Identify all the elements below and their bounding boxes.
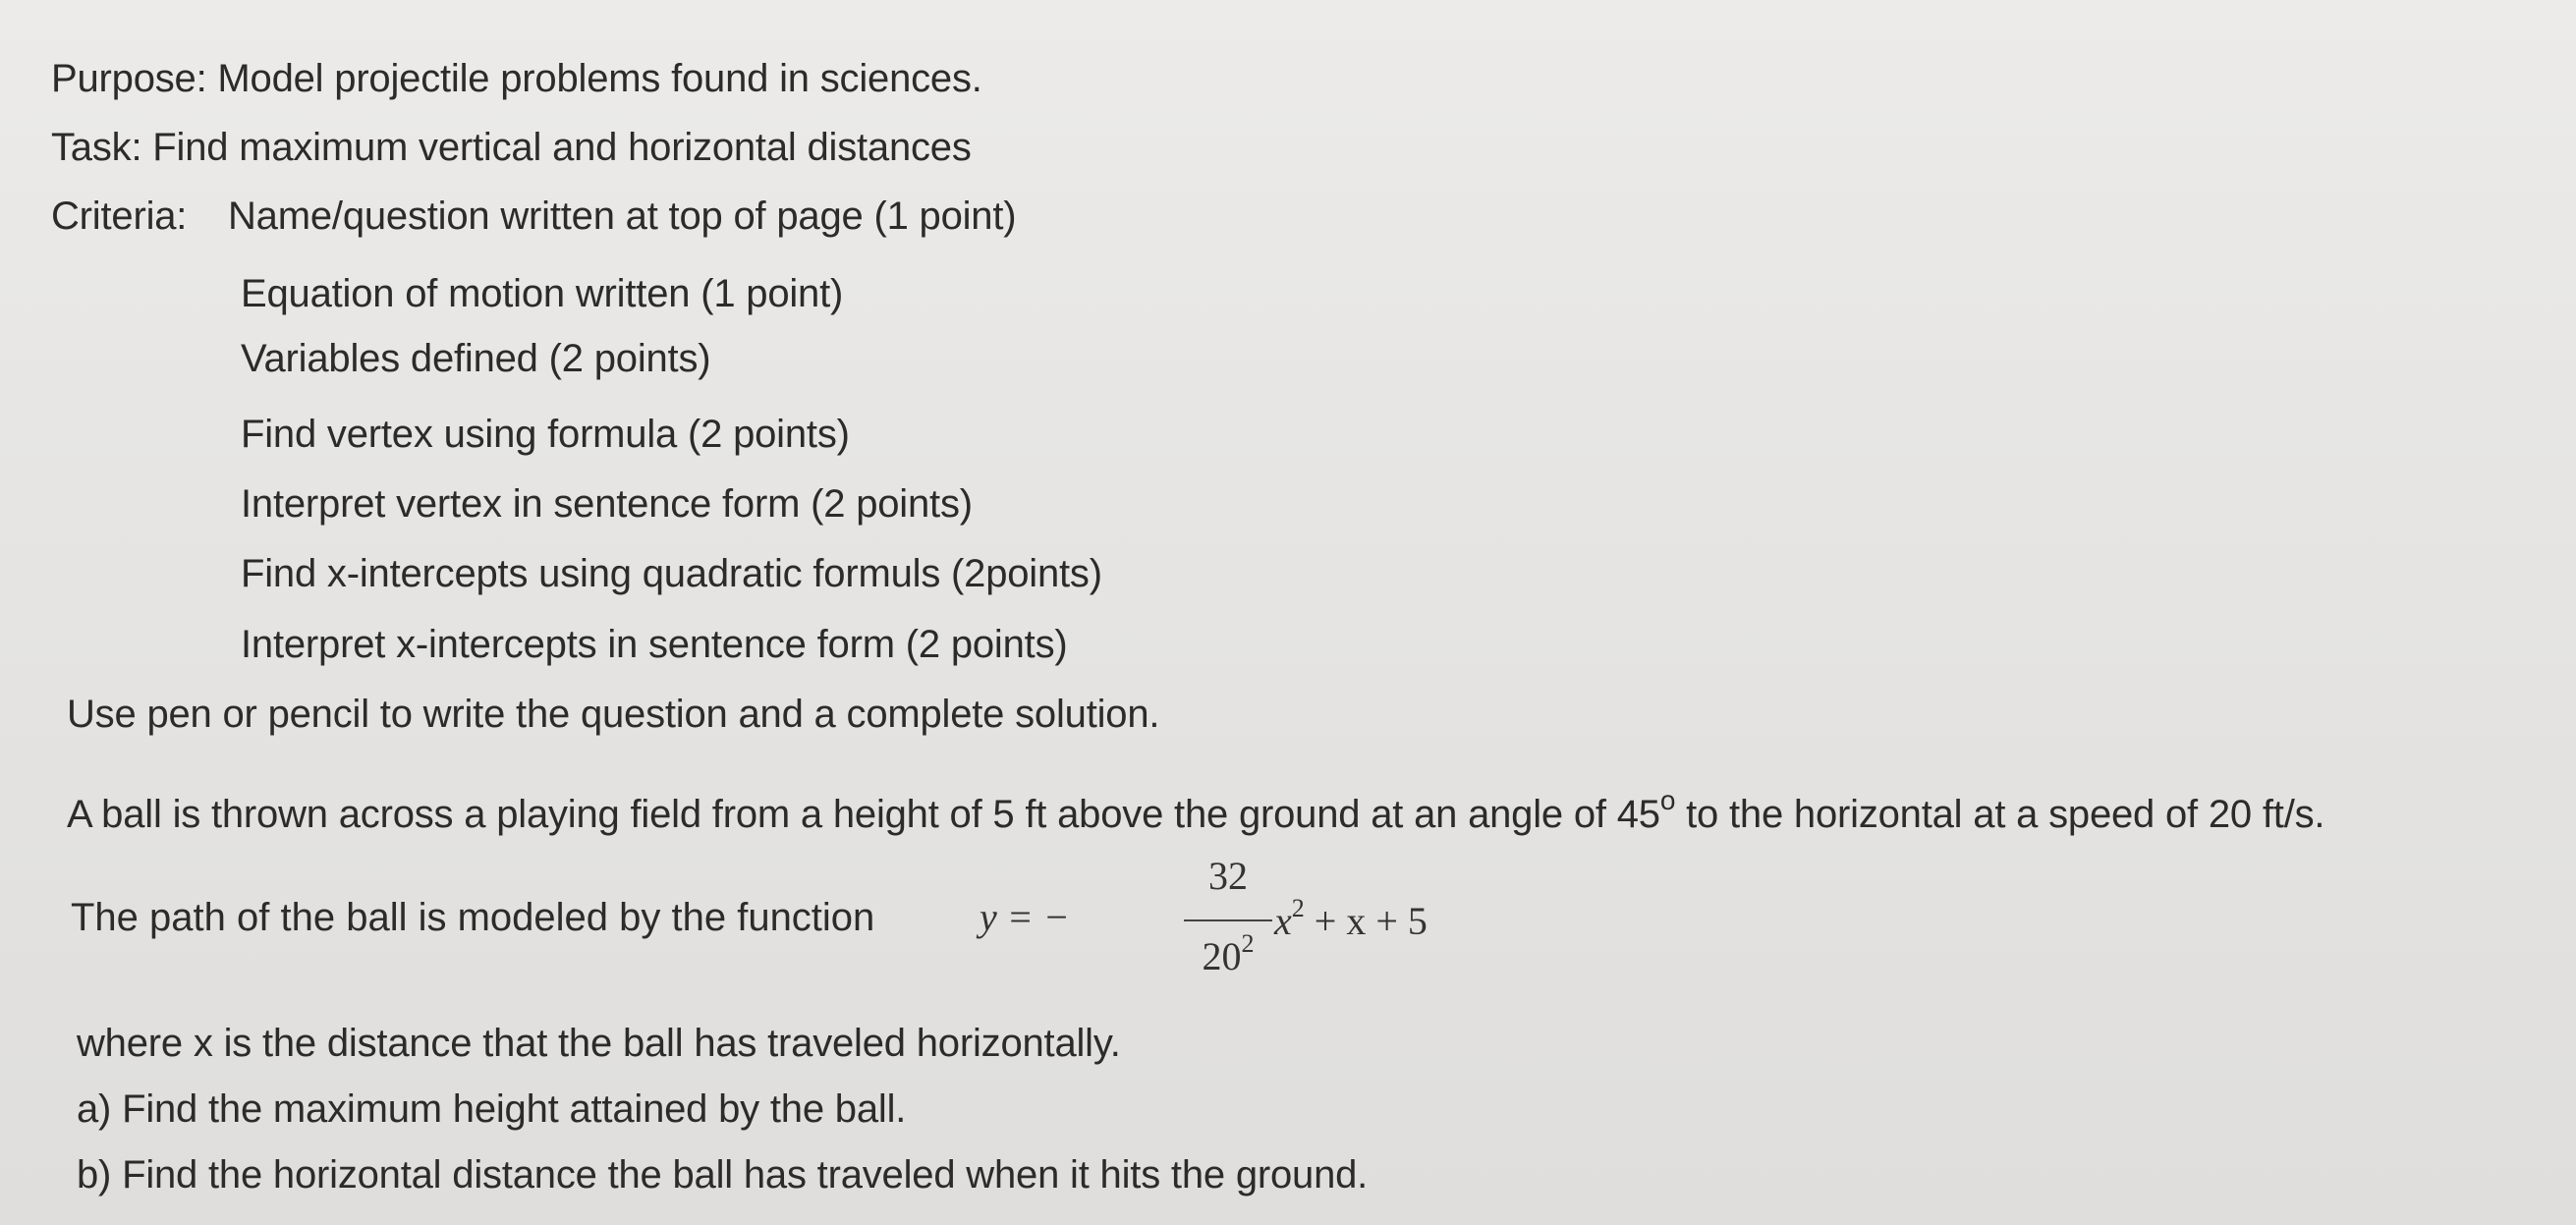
- denominator-base: 20: [1202, 934, 1242, 978]
- equation-lhs: y = −: [980, 895, 1070, 939]
- fraction-denominator: [1184, 929, 1272, 979]
- instructions-line: Use pen or pencil to write the question and a complete solution.: [67, 693, 1160, 736]
- criteria-item-equation: Equation of motion written (1 point): [241, 272, 844, 315]
- criteria-label: Criteria:: [51, 195, 188, 238]
- statement-after: to the horizontal at a speed of 20 ft/s.: [1675, 793, 2325, 836]
- criteria-item-vertex: Find vertex using formula (2 points): [241, 413, 850, 456]
- degree-symbol: o: [1659, 785, 1676, 815]
- variable-exponent: 2: [1291, 894, 1305, 922]
- model-intro: The path of the ball is modeled by the function: [71, 896, 875, 939]
- criteria-item-interpret-intercepts: Interpret x-intercepts in sentence form (2 points): [241, 623, 1068, 666]
- question-b: b) Find the horizontal distance the ball has traveled when it hits the ground.: [77, 1153, 1369, 1197]
- fraction-numerator: 32: [1208, 854, 1248, 898]
- problem-statement: [67, 777, 2324, 838]
- purpose-line: Purpose: Model projectile problems found in sciences.: [51, 57, 982, 100]
- criteria-item-x-intercepts: Find x-intercepts using quadratic formuls (2points): [241, 552, 1102, 595]
- definition-line: where x is the distance that the ball has traveled horizontally.: [77, 1022, 1121, 1065]
- denominator-exponent: 2: [1241, 929, 1255, 958]
- criteria-item-name: Name/question written at top of page (1 point): [228, 195, 1017, 238]
- statement-before: A ball is thrown across a playing field from a height of 5 ft above the ground at an angle of 45: [67, 793, 1660, 836]
- equation-variable: x: [1274, 899, 1292, 943]
- fraction-bar: [1184, 919, 1272, 921]
- question-a: a) Find the maximum height attained by the ball.: [77, 1087, 907, 1131]
- task-line: Task: Find maximum vertical and horizontal distances: [51, 126, 972, 169]
- criteria-item-interpret-vertex: Interpret vertex in sentence form (2 points): [241, 482, 973, 526]
- equation-tail: + x + 5: [1304, 899, 1428, 943]
- equation-rest: [1274, 894, 1428, 944]
- criteria-item-variables: Variables defined (2 points): [241, 337, 711, 380]
